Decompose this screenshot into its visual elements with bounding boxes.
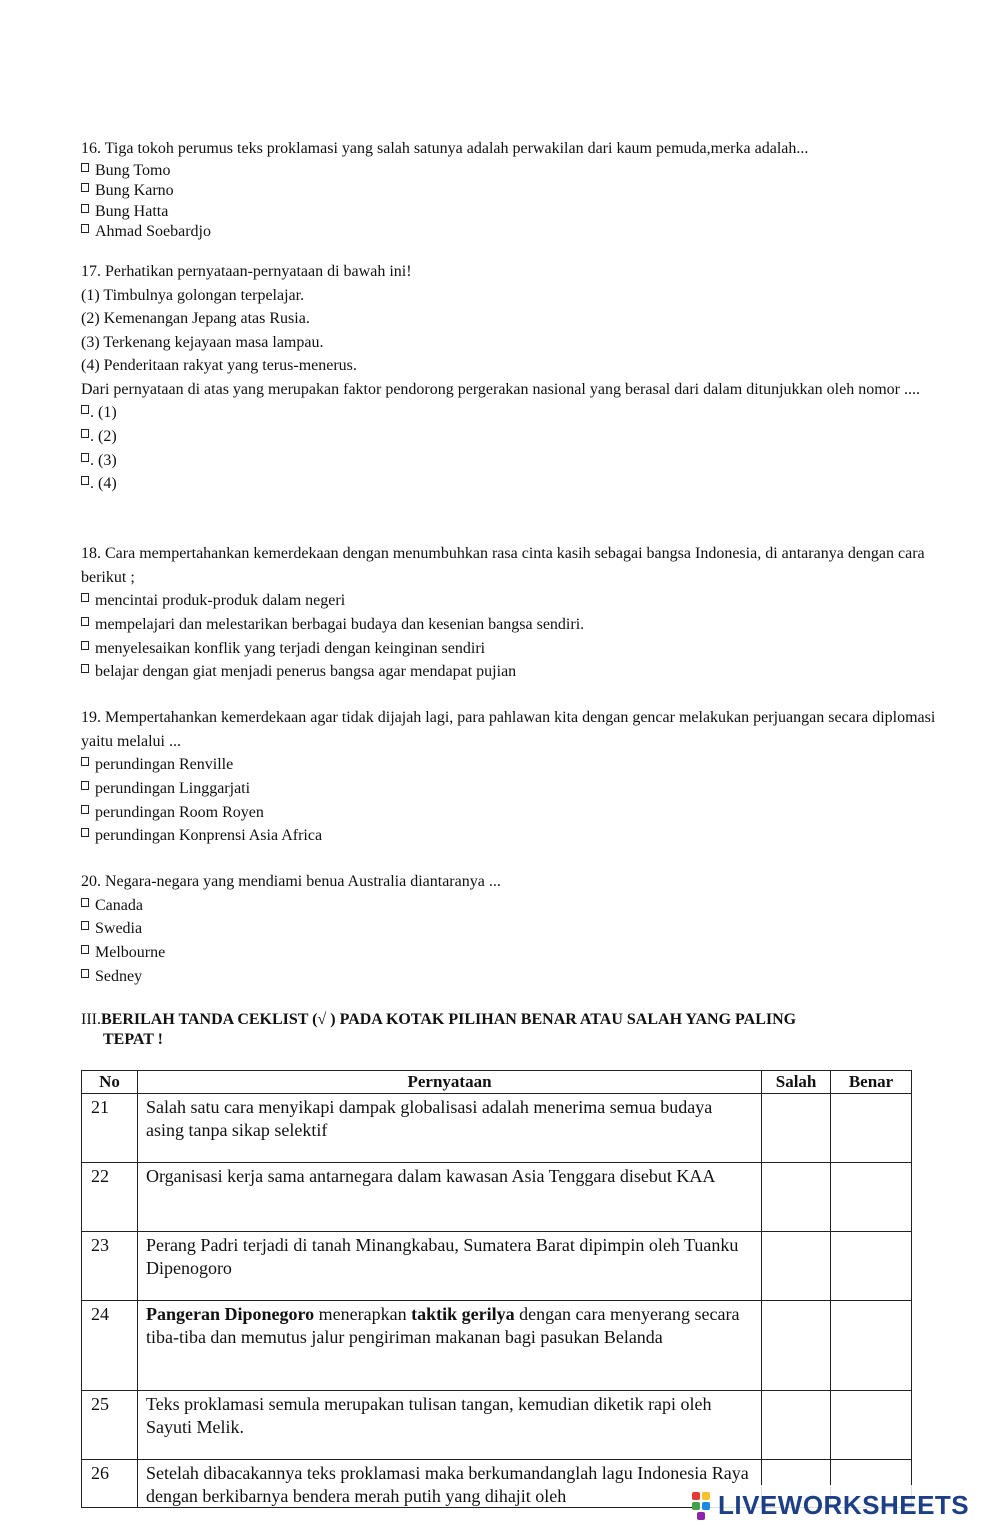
checkbox-icon[interactable] <box>81 921 89 930</box>
statement-bold-term: Pangeran Diponegoro <box>145 1304 315 1324</box>
benar-checkbox[interactable] <box>831 1232 912 1301</box>
checkbox-icon[interactable] <box>81 224 89 233</box>
option-checkbox[interactable]: mempelajari dan melestarikan berbagai budaya dan kesenian bangsa sendiri. <box>81 613 951 637</box>
option-checkbox[interactable]: Bung Tomo <box>81 161 951 182</box>
row-number: 23 <box>82 1232 138 1301</box>
checkbox-icon[interactable] <box>81 183 89 192</box>
option-checkbox[interactable]: perundingan Linggarjati <box>81 777 951 801</box>
checkbox-icon[interactable] <box>81 617 89 626</box>
salah-checkbox[interactable] <box>762 1301 831 1391</box>
option-checkbox[interactable]: belajar dengan giat menjadi penerus bangsa agar mendapat pujian <box>81 660 951 684</box>
option-checkbox[interactable]: perundingan Konprensi Asia Africa <box>81 824 951 848</box>
salah-checkbox[interactable] <box>762 1232 831 1301</box>
header-benar: Benar <box>831 1071 912 1094</box>
option-checkbox[interactable]: Swedia <box>81 917 951 941</box>
statement-item: (4) Penderitaan rakyat yang terus-menerus. <box>81 357 357 374</box>
benar-checkbox[interactable] <box>831 1301 912 1391</box>
question-19-text: 19. Mempertahankan kemerdekaan agar tidak dijajah lagi, para pahlawan kita dengan gencar melakukan perjuangan secara diplomasi yaitu melalui ... <box>81 709 936 750</box>
header-statement: Pernyataan <box>137 1071 761 1094</box>
table-row <box>82 1163 912 1232</box>
row-statement: Perang Padri terjadi di tanah Minangkabau, Sumatera Barat dipimpin oleh Tuanku Dipenogoro <box>137 1232 761 1301</box>
option-checkbox[interactable]: Sedney <box>81 965 951 989</box>
statement-item: (3) Terkenang kejayaan masa lampau. <box>81 333 324 351</box>
option-checkbox[interactable]: . (3) <box>81 449 951 473</box>
option-checkbox[interactable]: mencintai produk-produk dalam negeri <box>81 589 951 613</box>
section-3-title: BERILAH TANDA CEKLIST (√ ) PADA KOTAK PILIHAN BENAR ATAU SALAH YANG PALING <box>100 1011 797 1028</box>
question-16-text: 16. Tiga tokoh perumus teks proklamasi yang salah satunya adalah perwakilan dari kaum pemuda,merka adalah... <box>81 140 809 157</box>
checkbox-icon[interactable] <box>81 781 89 790</box>
row-number: 21 <box>82 1094 138 1163</box>
statement-item: (1) Timbulnya golongan terpelajar. <box>81 286 305 304</box>
salah-checkbox[interactable] <box>762 1391 831 1460</box>
checkbox-icon[interactable] <box>81 898 89 907</box>
option-checkbox[interactable]: . (1) <box>81 401 951 425</box>
liveworksheets-logo-icon <box>692 1490 714 1520</box>
option-checkbox[interactable]: . (4) <box>81 472 951 496</box>
statement-item: (2) Kemenangan Jepang atas Rusia. <box>81 310 310 327</box>
table-row <box>82 1301 912 1391</box>
checkbox-icon[interactable] <box>81 757 89 766</box>
header-salah: Salah <box>762 1071 831 1094</box>
liveworksheets-logo-text: LIVEWORKSHEETS <box>718 1489 970 1520</box>
option-checkbox[interactable]: Bung Hatta <box>81 202 951 223</box>
row-statement: Teks proklamasi semula merupakan tulisan tangan, kemudian diketik rapi oleh Sayuti Melik. <box>137 1391 761 1460</box>
checkbox-icon[interactable] <box>81 204 89 213</box>
table-row <box>82 1094 912 1163</box>
checkbox-icon[interactable] <box>81 641 89 650</box>
question-18 <box>81 542 951 684</box>
checkbox-icon[interactable] <box>81 405 89 414</box>
row-statement: Setelah dibacakannya teks proklamasi maka berkumandanglah lagu Indonesia Raya dengan berkibarnya bendera merah putih yang dihajit oleh <box>137 1460 761 1508</box>
option-checkbox[interactable]: Canada <box>81 894 951 918</box>
row-number: 25 <box>82 1391 138 1460</box>
benar-checkbox[interactable] <box>831 1391 912 1460</box>
question-20 <box>81 870 951 989</box>
benar-checkbox[interactable] <box>831 1163 912 1232</box>
checkbox-icon[interactable] <box>81 664 89 673</box>
liveworksheets-logo <box>692 1485 992 1525</box>
checkbox-icon[interactable] <box>81 969 89 978</box>
question-17-intro: 17. Perhatikan pernyataan-pernyataan di bawah ini! <box>81 263 412 280</box>
section-3-number: III. <box>81 1011 101 1028</box>
option-checkbox[interactable]: perundingan Room Royen <box>81 801 951 825</box>
row-number: 22 <box>82 1163 138 1232</box>
checkbox-icon[interactable] <box>81 453 89 462</box>
row-statement: Pangeran Diponegoro menerapkan taktik gerilya dengan cara menyerang secara tiba-tiba dan memutus jalur pengiriman makanan bagi pasukan Belanda <box>137 1301 761 1391</box>
true-false-table <box>81 1070 912 1508</box>
salah-checkbox[interactable] <box>762 1163 831 1232</box>
row-statement: Salah satu cara menyikapi dampak globalisasi adalah menerima semua budaya asing tanpa sikap selektif <box>137 1094 761 1163</box>
table-header-row <box>82 1071 912 1094</box>
question-20-text: 20. Negara-negara yang mendiami benua Australia diantaranya ... <box>81 873 501 890</box>
question-18-text: 18. Cara mempertahankan kemerdekaan dengan menumbuhkan rasa cinta kasih sebagai bangsa Indonesia, di antaranya dengan cara berikut ; <box>81 545 925 586</box>
checkbox-icon[interactable] <box>81 945 89 954</box>
option-checkbox[interactable]: Ahmad Soebardjo <box>81 222 951 243</box>
option-checkbox[interactable]: menyelesaikan konflik yang terjadi dengan keinginan sendiri <box>81 637 951 661</box>
section-3-heading <box>81 1010 921 1050</box>
section-3-title-cont: TEPAT ! <box>103 1031 164 1048</box>
checkbox-icon[interactable] <box>81 476 89 485</box>
checkbox-icon[interactable] <box>81 593 89 602</box>
salah-checkbox[interactable] <box>762 1094 831 1163</box>
checkbox-icon[interactable] <box>81 163 89 172</box>
option-checkbox[interactable]: Melbourne <box>81 941 951 965</box>
row-statement: Organisasi kerja sama antarnegara dalam kawasan Asia Tenggara disebut KAA <box>137 1163 761 1232</box>
checkbox-icon[interactable] <box>81 828 89 837</box>
statement-bold-term: taktik gerilya <box>411 1304 515 1324</box>
checkbox-icon[interactable] <box>81 805 89 814</box>
option-checkbox[interactable]: perundingan Renville <box>81 753 951 777</box>
benar-checkbox[interactable] <box>831 1094 912 1163</box>
option-checkbox[interactable]: Bung Karno <box>81 181 951 202</box>
question-16 <box>81 137 951 243</box>
question-19 <box>81 706 951 848</box>
row-number: 24 <box>82 1301 138 1391</box>
checkbox-icon[interactable] <box>81 429 89 438</box>
question-17 <box>81 260 951 496</box>
question-17-text: Dari pernyataan di atas yang merupakan faktor pendorong pergerakan nasional yang berasal dari dalam ditunjukkan oleh nomor .... <box>81 380 920 398</box>
option-checkbox[interactable]: . (2) <box>81 425 951 449</box>
table-row <box>82 1391 912 1460</box>
row-number: 26 <box>82 1460 138 1508</box>
header-no: No <box>82 1071 138 1094</box>
table-row <box>82 1232 912 1301</box>
